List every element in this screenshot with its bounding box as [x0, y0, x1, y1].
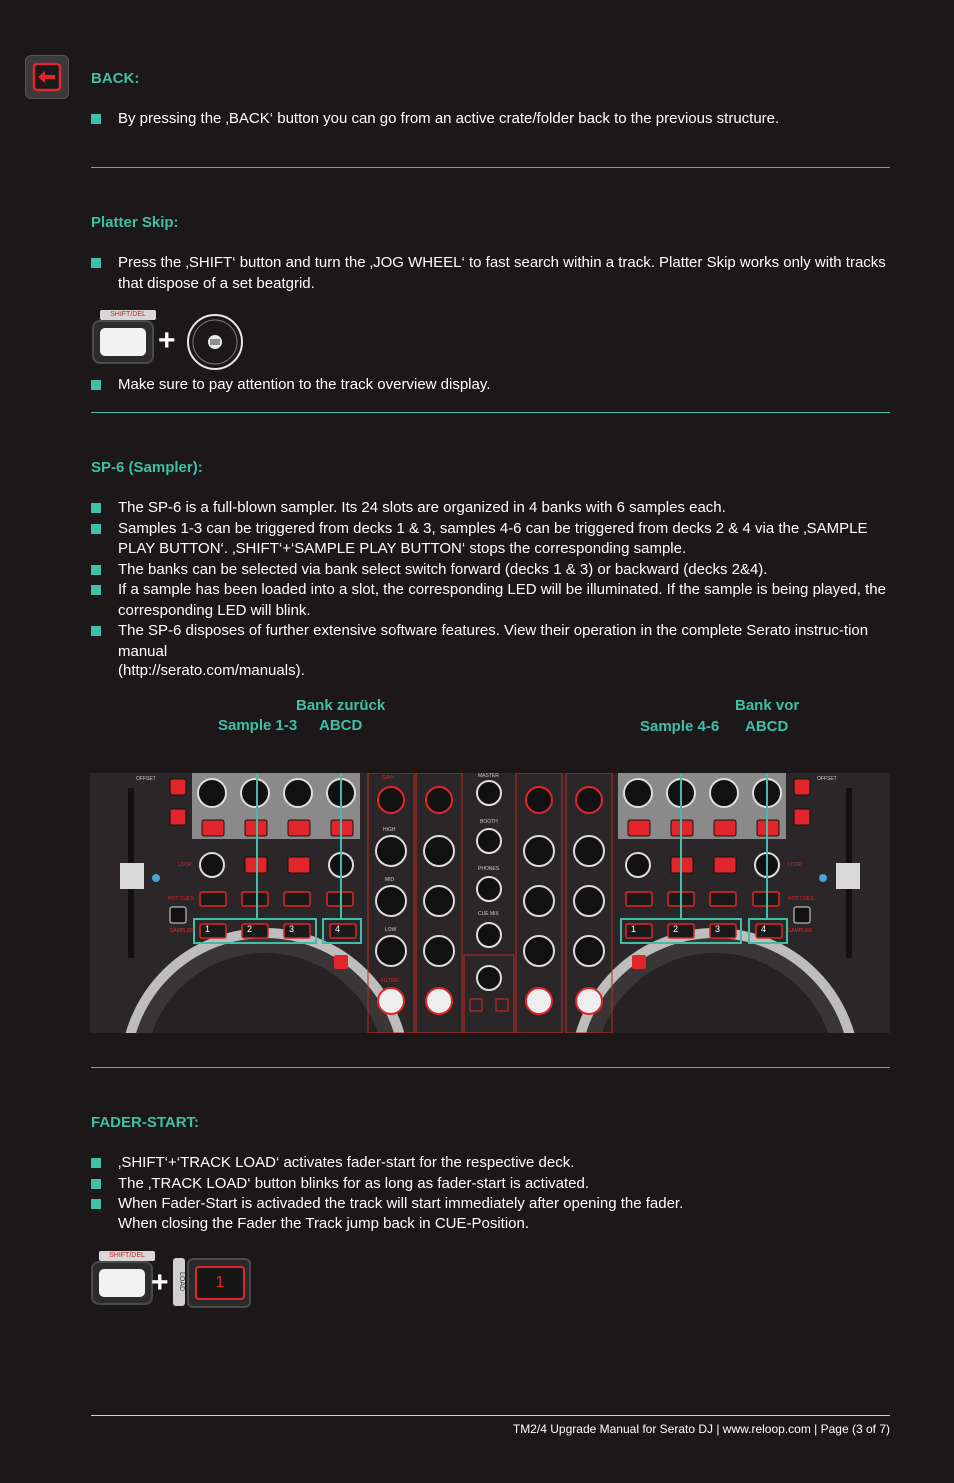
hot-cues-label: HOT CUES — [788, 896, 814, 902]
shift-label: SHIFT/DEL — [99, 1251, 155, 1261]
list-item: If a sample has been loaded into a slot, the corresponding LED will be illuminated. If the sample is being played, the corresponding LED will blink. — [91, 580, 891, 621]
manual-url: (http://serato.com/manuals). — [118, 662, 305, 679]
high-label: HIGH — [383, 827, 396, 833]
pad-label: 2 — [673, 924, 679, 934]
footer-rule — [91, 1415, 890, 1416]
plus-sign: + — [151, 1266, 169, 1299]
divider — [91, 167, 890, 168]
load-deck-number: 1 — [195, 1266, 245, 1300]
list-item: The SP-6 is a full-blown sampler. Its 24 slots are organized in 4 banks with 6 samples each. — [91, 498, 891, 519]
callout-sample-4-6: Sample 4-6 — [640, 718, 720, 735]
track-load-button-illustration — [173, 1258, 249, 1306]
hot-cues-label: HOT CUES — [168, 896, 194, 902]
phones-label: PHONES — [478, 866, 500, 872]
gain-label: GAIN — [382, 775, 395, 781]
platter-skip-heading: Platter Skip: — [91, 214, 179, 231]
pad-label: 4 — [761, 924, 767, 934]
cue-mix-label: CUE MIX — [478, 911, 499, 917]
list-item: Make sure to pay attention to the track overview display. — [91, 375, 891, 396]
controller-illustration — [90, 773, 890, 1033]
load-label: LOAD — [178, 1272, 185, 1292]
shift-button-illustration — [91, 1251, 155, 1305]
sampler-pads-left — [194, 924, 341, 938]
sampler-bullet-list — [91, 498, 891, 662]
sampler-label: SAMPLER — [788, 928, 812, 934]
back-bullet-list — [91, 109, 891, 130]
list-item: When Fader-Start is activaded the track will start immediately after opening the fader. — [91, 1194, 891, 1215]
plus-sign: + — [158, 324, 176, 357]
callout-bank-back: Bank zurück — [296, 697, 386, 714]
pad-label: 1 — [205, 924, 211, 934]
offset-label: OFFSET — [136, 776, 156, 782]
offset-label: OFFSET — [817, 776, 837, 782]
booth-label: BOOTH — [480, 819, 498, 825]
list-item: Press the ‚SHIFT‘ button and turn the ‚JOG WHEEL‘ to fast search within a track. Platter Skip works only with tracks that dispose of a set beatgrid. — [91, 253, 891, 294]
divider — [91, 412, 890, 413]
low-label: LOW — [385, 927, 397, 933]
pad-label: 3 — [289, 924, 295, 934]
callout-abcd-left: ABCD — [319, 717, 363, 734]
pad-label: 3 — [715, 924, 721, 934]
back-heading: BACK: — [91, 70, 140, 87]
fader-extra-line: When closing the Fader the Track jump back in CUE-Position. — [118, 1215, 530, 1232]
callout-bank-forward: Bank vor — [735, 697, 800, 714]
divider — [91, 1067, 890, 1068]
page-footer: TM2/4 Upgrade Manual for Serato DJ | www.reloop.com | Page (3 of 7) — [512, 1422, 890, 1436]
filter-label: FILTER — [381, 978, 398, 984]
shift-label: SHIFT/DEL — [100, 310, 156, 320]
list-item: Samples 1-3 can be triggered from decks 1 & 3, samples 4-6 can be triggered from decks 2 & 4 via the ‚SAMPLE PLAY BUTTON‘. ‚SHIFT‘+‘SAMPLE PLAY BUTTON‘ stops the corresponding sample. — [91, 519, 891, 560]
sampler-heading: SP-6 (Sampler): — [91, 459, 203, 476]
sampler-pads-right — [621, 924, 791, 938]
list-item: The SP-6 disposes of further extensive software features. View their operation in the complete Serato instruc-tion manual — [91, 621, 891, 662]
back-icon — [25, 55, 69, 99]
loop-label: LOOP — [788, 862, 802, 868]
mid-label: MID — [385, 877, 395, 883]
master-label: MASTER — [478, 773, 499, 779]
list-item: The banks can be selected via bank select switch forward (decks 1 & 3) or backward (decks 2&4). — [91, 560, 891, 581]
sampler-label: SAMPLER — [170, 928, 194, 934]
fader-bullet-list — [91, 1153, 891, 1215]
platter-note-list — [91, 375, 891, 396]
pad-label: 1 — [631, 924, 637, 934]
platter-bullet-list — [91, 253, 891, 294]
list-item: By pressing the ‚BACK‘ button you can go from an active crate/folder back to the previous structure. — [91, 109, 891, 130]
fader-start-heading: FADER-START: — [91, 1114, 200, 1131]
callout-abcd-right: ABCD — [745, 718, 789, 735]
pad-label: 4 — [335, 924, 341, 934]
list-item: ‚SHIFT‘+‘TRACK LOAD‘ activates fader-start for the respective deck. — [91, 1153, 891, 1174]
loop-label: LOOP — [178, 862, 192, 868]
pad-label: 2 — [247, 924, 253, 934]
list-item: The ‚TRACK LOAD‘ button blinks for as long as fader-start is activated. — [91, 1174, 891, 1195]
callout-sample-1-3: Sample 1-3 — [218, 717, 298, 734]
shift-button-illustration — [92, 310, 156, 364]
jog-wheel-icon — [186, 313, 244, 371]
